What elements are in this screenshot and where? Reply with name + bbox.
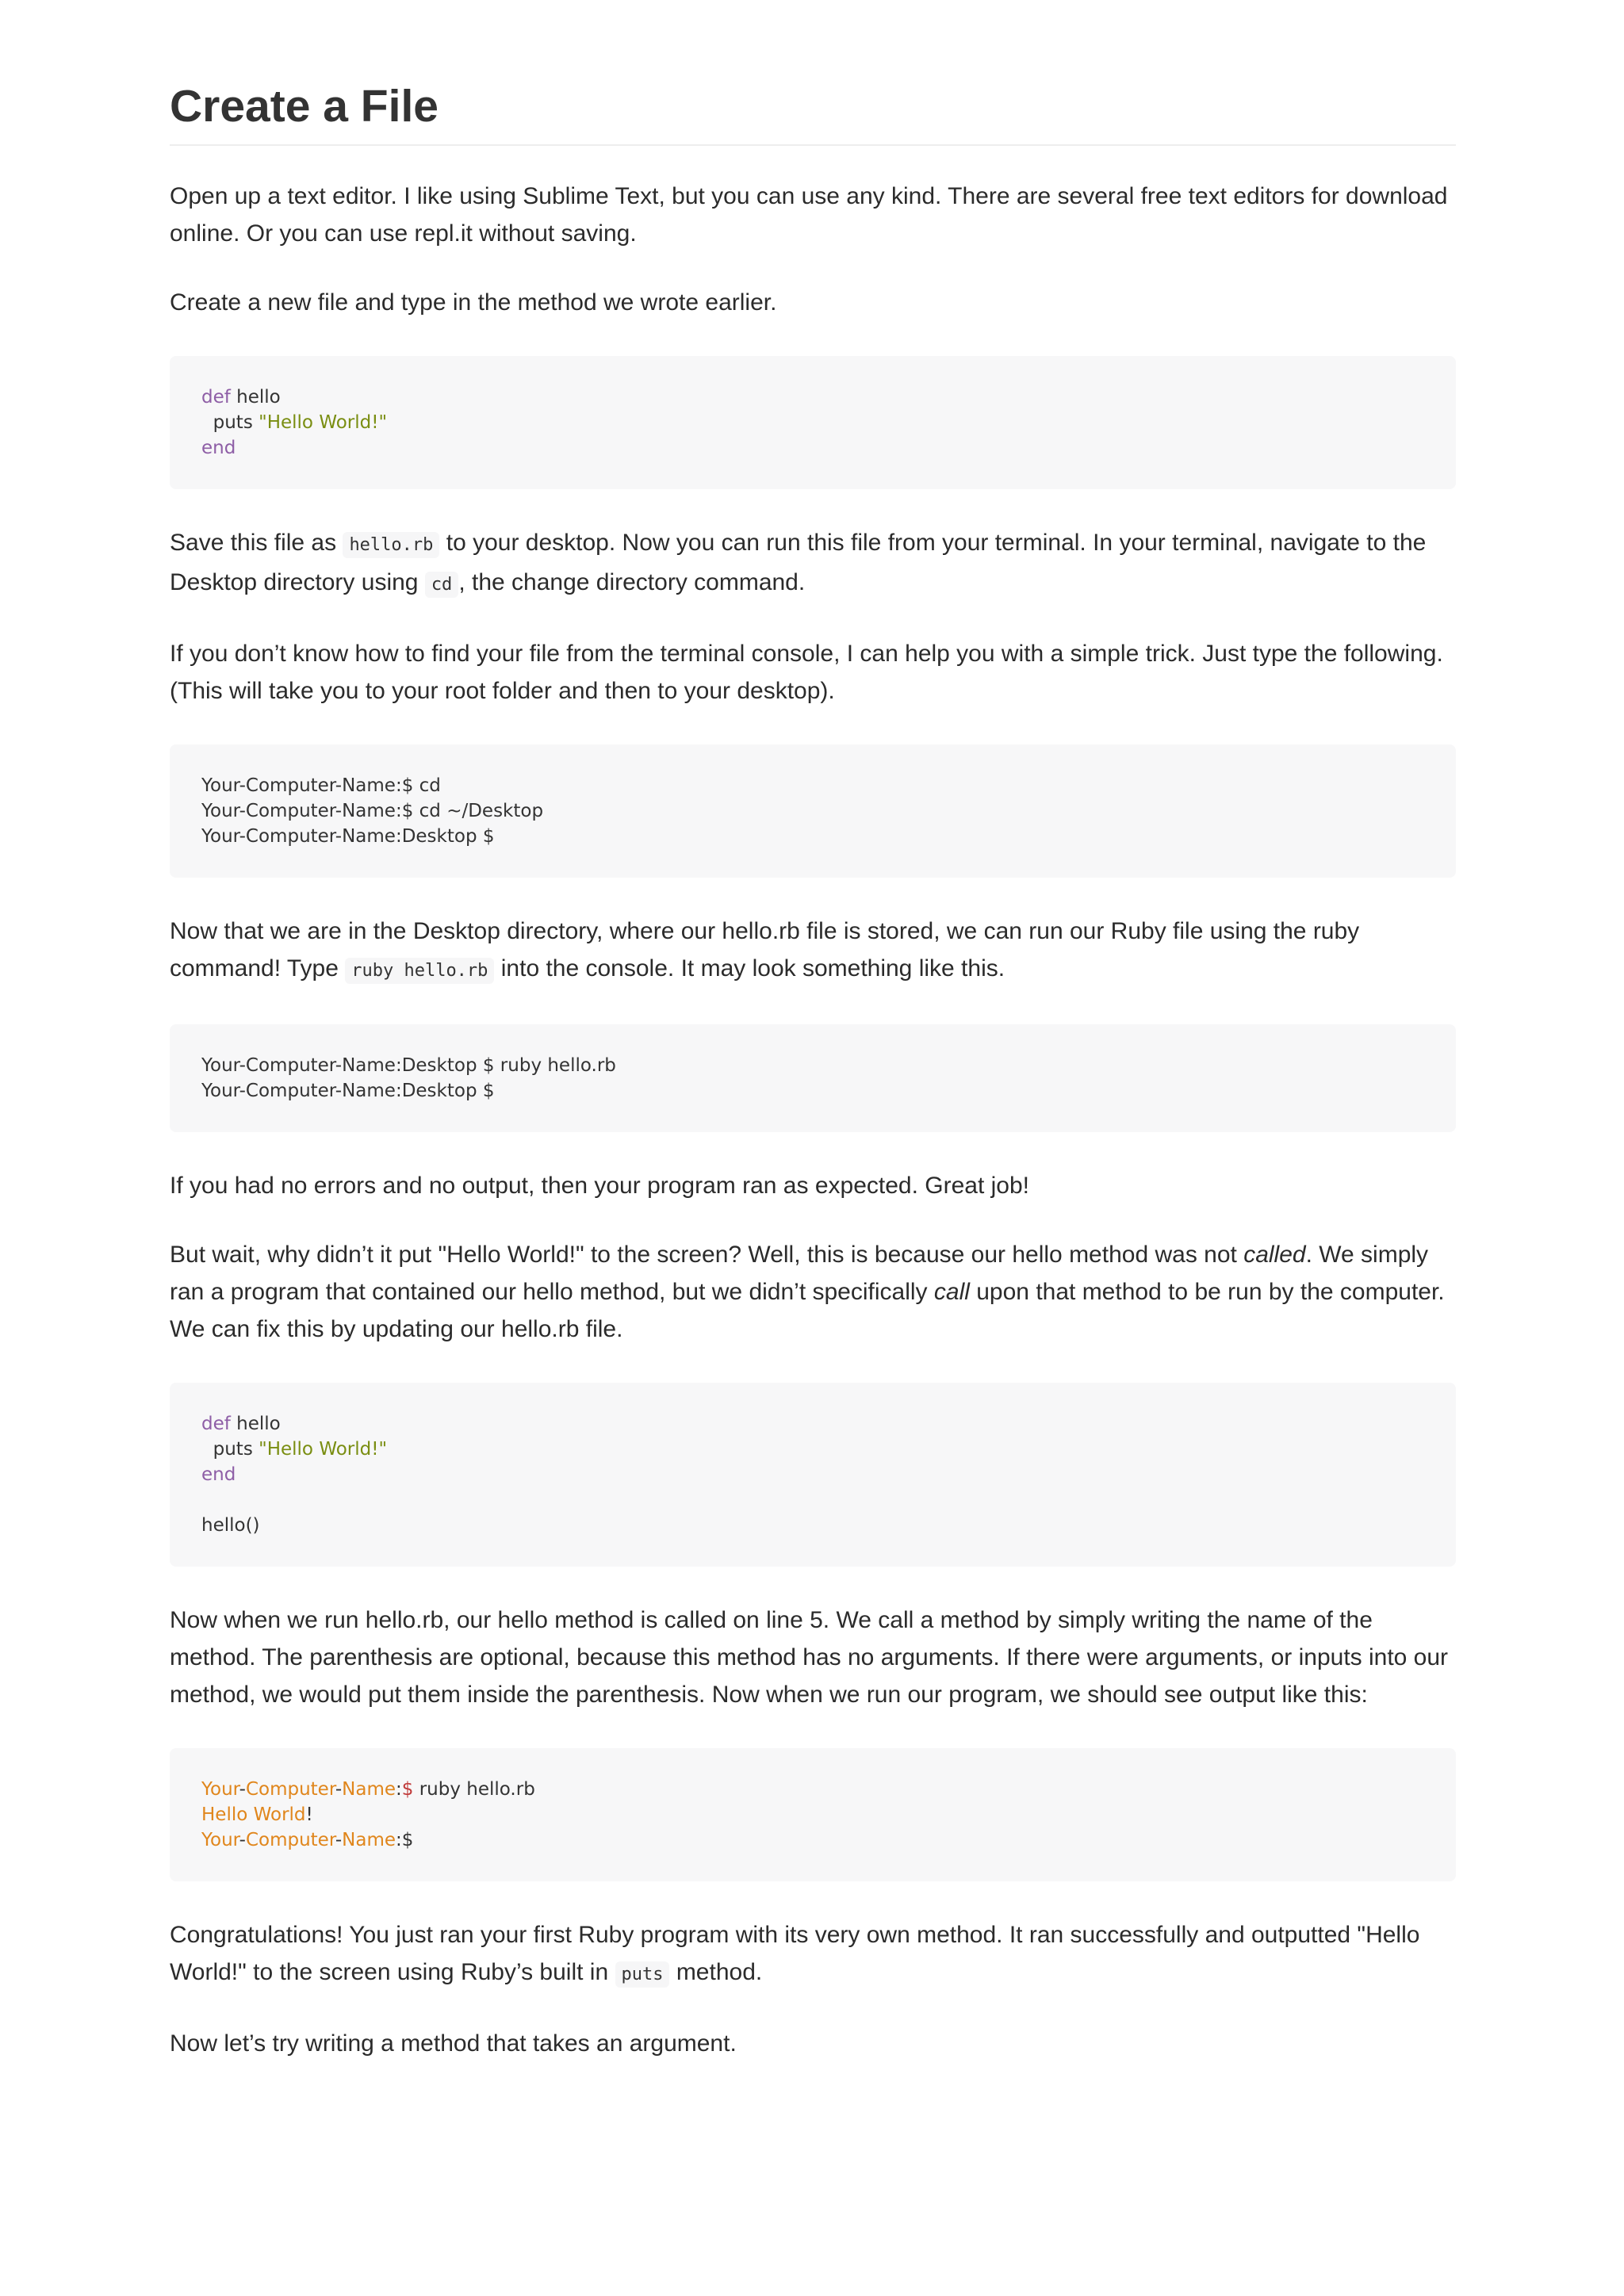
paragraph-text-editor: Open up a text editor. I like using Sublime Text, but you can use any kind. There are several free text editors for download online. Or you can use repl.it without saving.: [170, 183, 1448, 247]
paragraph-next-argument: Now let’s try writing a method that takes an argument.: [170, 2030, 737, 2057]
inline-code-ruby-command: ruby hello.rb: [345, 958, 494, 984]
code-line: hello(): [201, 1515, 260, 1536]
token: Name: [342, 1779, 396, 1800]
text-span: But wait, why didn’t it put "Hello World!" to the screen? Well, this is because our hello method was not: [170, 1242, 1244, 1269]
token: Your: [201, 1830, 239, 1851]
text-span: Congratulations! You just ran your first Ruby program with its very own method. It ran successfully and outputted "Hello World!" to the screen using Ruby’s built in: [170, 1922, 1420, 1986]
code-line: [201, 435, 1424, 461]
emphasis-called: called: [1243, 1242, 1306, 1269]
token: -: [335, 1779, 343, 1800]
text-span: . We simply ran a program that contained our hello method, but we didn’t specifically: [170, 1242, 1429, 1306]
token: [247, 1804, 253, 1825]
string-literal: "Hello World!": [259, 412, 388, 434]
keyword-def: def: [201, 387, 231, 408]
code-block-hello-output: [170, 1748, 1456, 1881]
text-span: to your desktop. Now you can run this file from your terminal. In your terminal, navigate to the Desktop directory using: [170, 530, 1427, 596]
article: [170, 79, 1456, 2062]
code-line: [201, 1411, 1424, 1437]
emphasis-call: call: [933, 1279, 970, 1306]
text-span: Now that we are in the Desktop directory, where our hello.rb file is stored, we can run our Ruby file using the ruby command! Type: [170, 918, 1360, 982]
token: -: [239, 1830, 246, 1851]
text-span: upon that method to be run by the computer. We can fix this by updating our hello.rb file.: [170, 1279, 1445, 1343]
inline-code-cd: cd: [425, 572, 459, 598]
token: World: [253, 1804, 306, 1826]
paragraph-terminal-trick: If you don’t know how to find your file from the terminal console, I can help you with a simple trick. Just type the following. (This will take you to your root folder and then to your desktop).: [170, 641, 1443, 705]
page-title: Create a File: [170, 79, 1456, 146]
paragraph-line-five: Now when we run hello.rb, our hello method is called on line 5. We call a method by simply writing the name of the method. The parenthesis are optional, because this method has no arguments. If there were arguments, or inputs into our method, we would put them inside the parenthesis. Now when we run our program, we should see output like this:: [170, 1607, 1449, 1709]
code-line: Your-Computer-Name:$ cd ~/Desktop: [201, 801, 544, 822]
method-name: hello: [230, 1414, 281, 1435]
token: :: [396, 1830, 402, 1851]
text-span: , the change directory command.: [458, 569, 806, 596]
text-span: method.: [669, 1959, 763, 1986]
inline-code-filename: hello.rb: [343, 532, 439, 558]
inline-code-puts: puts: [615, 1961, 670, 1988]
code-block-hello-method: [170, 356, 1456, 489]
paragraph-congratulations: [170, 1916, 1456, 1993]
text-span: into the console. It may look something like this.: [494, 955, 1005, 982]
paragraph-create-file: Create a new file and type in the method we wrote earlier.: [170, 289, 777, 316]
token: ruby hello.rb: [413, 1779, 535, 1800]
code-line: [201, 1802, 1424, 1827]
token: :: [396, 1779, 402, 1800]
puts-call: puts: [201, 412, 259, 434]
text-span: Save this file as: [170, 530, 343, 557]
token: Computer: [245, 1830, 335, 1851]
code-line: Your-Computer-Name:Desktop $: [201, 826, 495, 848]
puts-call: puts: [201, 1439, 259, 1460]
paragraph-run-ruby: [170, 913, 1456, 989]
code-line: [201, 1437, 1424, 1462]
token: Name: [342, 1830, 396, 1851]
keyword-def: def: [201, 1414, 231, 1435]
code-line: [201, 1462, 1424, 1487]
code-block-run-output: [170, 1024, 1456, 1132]
method-name: hello: [230, 387, 281, 408]
code-line: [201, 1777, 1424, 1802]
code-block-cd-desktop: [170, 744, 1456, 878]
token: Your: [201, 1779, 239, 1800]
token: $: [401, 1830, 414, 1851]
string-literal: "Hello World!": [259, 1439, 388, 1460]
code-line: [201, 410, 1424, 435]
paragraph-save-file: [170, 524, 1456, 603]
token: $: [401, 1779, 414, 1800]
keyword-end: end: [201, 438, 236, 459]
code-block-hello-with-call: [170, 1383, 1456, 1567]
code-line-blank: [201, 1487, 1424, 1513]
token: -: [239, 1779, 246, 1800]
paragraph-method-not-called: [170, 1236, 1456, 1348]
keyword-end: end: [201, 1464, 236, 1486]
code-line: [201, 385, 1424, 410]
code-line: Your-Computer-Name:$ cd: [201, 775, 441, 797]
token: Computer: [245, 1779, 335, 1800]
token: -: [335, 1830, 343, 1851]
code-line: Your-Computer-Name:Desktop $ ruby hello.rb: [201, 1055, 616, 1077]
paragraph-no-errors: If you had no errors and no output, then your program ran as expected. Great job!: [170, 1173, 1029, 1200]
code-line: [201, 1827, 1424, 1853]
code-line: Your-Computer-Name:Desktop $: [201, 1081, 495, 1102]
token: Hello: [201, 1804, 248, 1826]
token: !: [305, 1804, 313, 1826]
